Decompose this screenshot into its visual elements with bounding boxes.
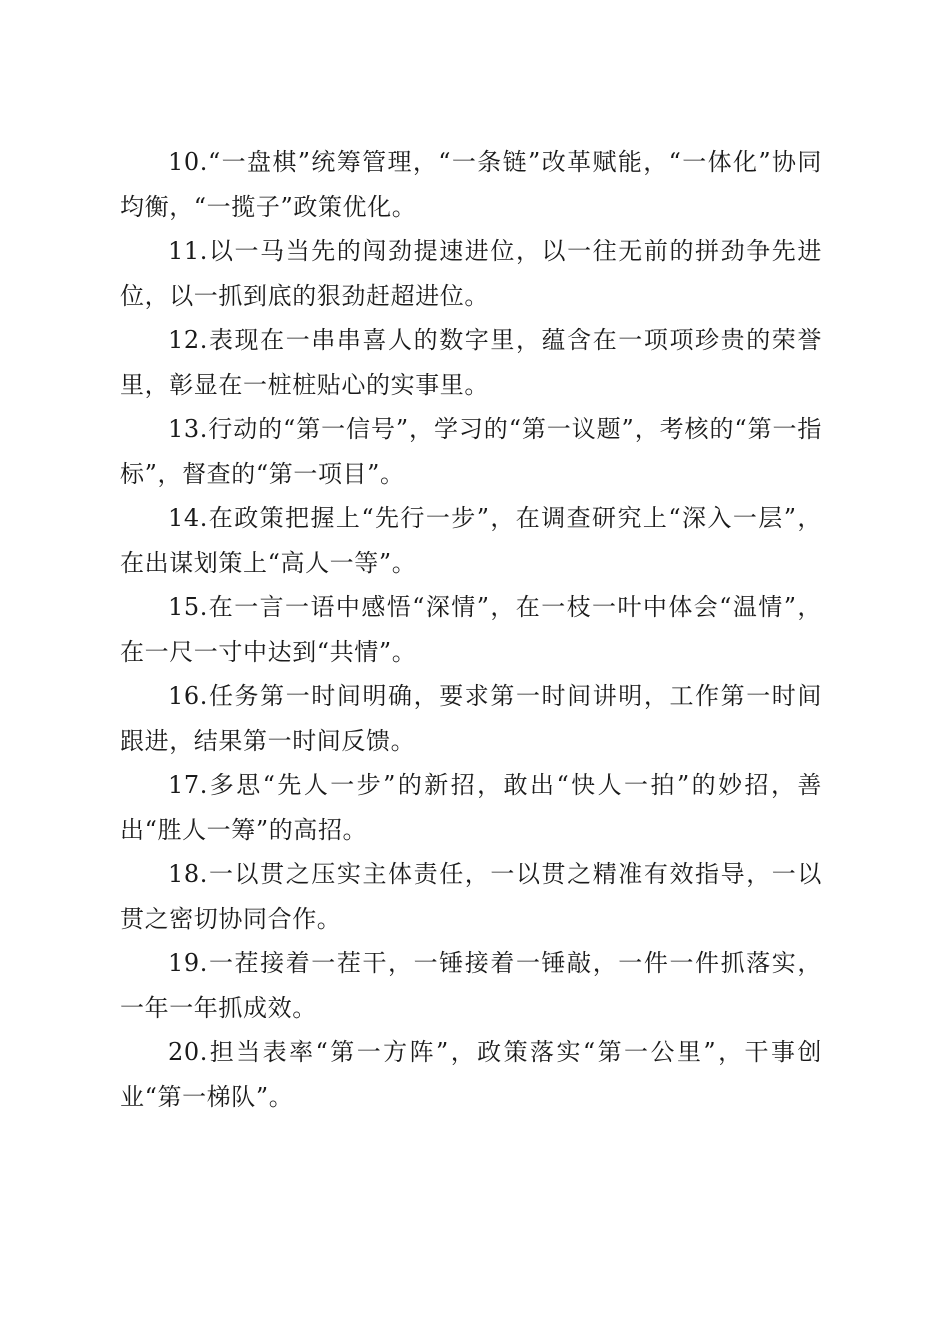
paragraph-18: 18.一以贯之压实主体责任，一以贯之精准有效指导，一以贯之密切协同合作。 [120, 860, 822, 933]
paragraph-16: 16.任务第一时间明确，要求第一时间讲明，工作第一时间跟进，结果第一时间反馈。 [120, 682, 822, 755]
paragraph-19: 19.一茬接着一茬干，一锤接着一锤敲，一件一件抓落实，一年一年抓成效。 [120, 949, 822, 1022]
paragraph-12: 12.表现在一串串喜人的数字里，蕴含在一项项珍贵的荣誉里，彰显在一桩桩贴心的实事里。 [120, 326, 822, 399]
paragraph-13: 13.行动的“第一信号”，学习的“第一议题”，考核的“第一指标”，督查的“第一项目”。 [120, 415, 822, 488]
paragraph-15: 15.在一言一语中感悟“深情”，在一枝一叶中体会“温情”，在一尺一寸中达到“共情”。 [120, 593, 822, 666]
paragraph-10: 10.“一盘棋”统筹管理，“一条链”改革赋能，“一体化”协同均衡，“一揽子”政策优化。 [120, 148, 822, 221]
paragraph-14: 14.在政策把握上“先行一步”，在调查研究上“深入一层”，在出谋划策上“高人一等”。 [120, 504, 822, 577]
paragraph-20: 20.担当表率“第一方阵”，政策落实“第一公里”，干事创业“第一梯队”。 [120, 1038, 822, 1111]
paragraph-11: 11.以一马当先的闯劲提速进位，以一往无前的拼劲争先进位，以一抓到底的狠劲赶超进位。 [120, 237, 822, 310]
paragraph-17: 17.多思“先人一步”的新招，敢出“快人一拍”的妙招，善出“胜人一筹”的高招。 [120, 771, 822, 844]
document-body [120, 140, 822, 1119]
